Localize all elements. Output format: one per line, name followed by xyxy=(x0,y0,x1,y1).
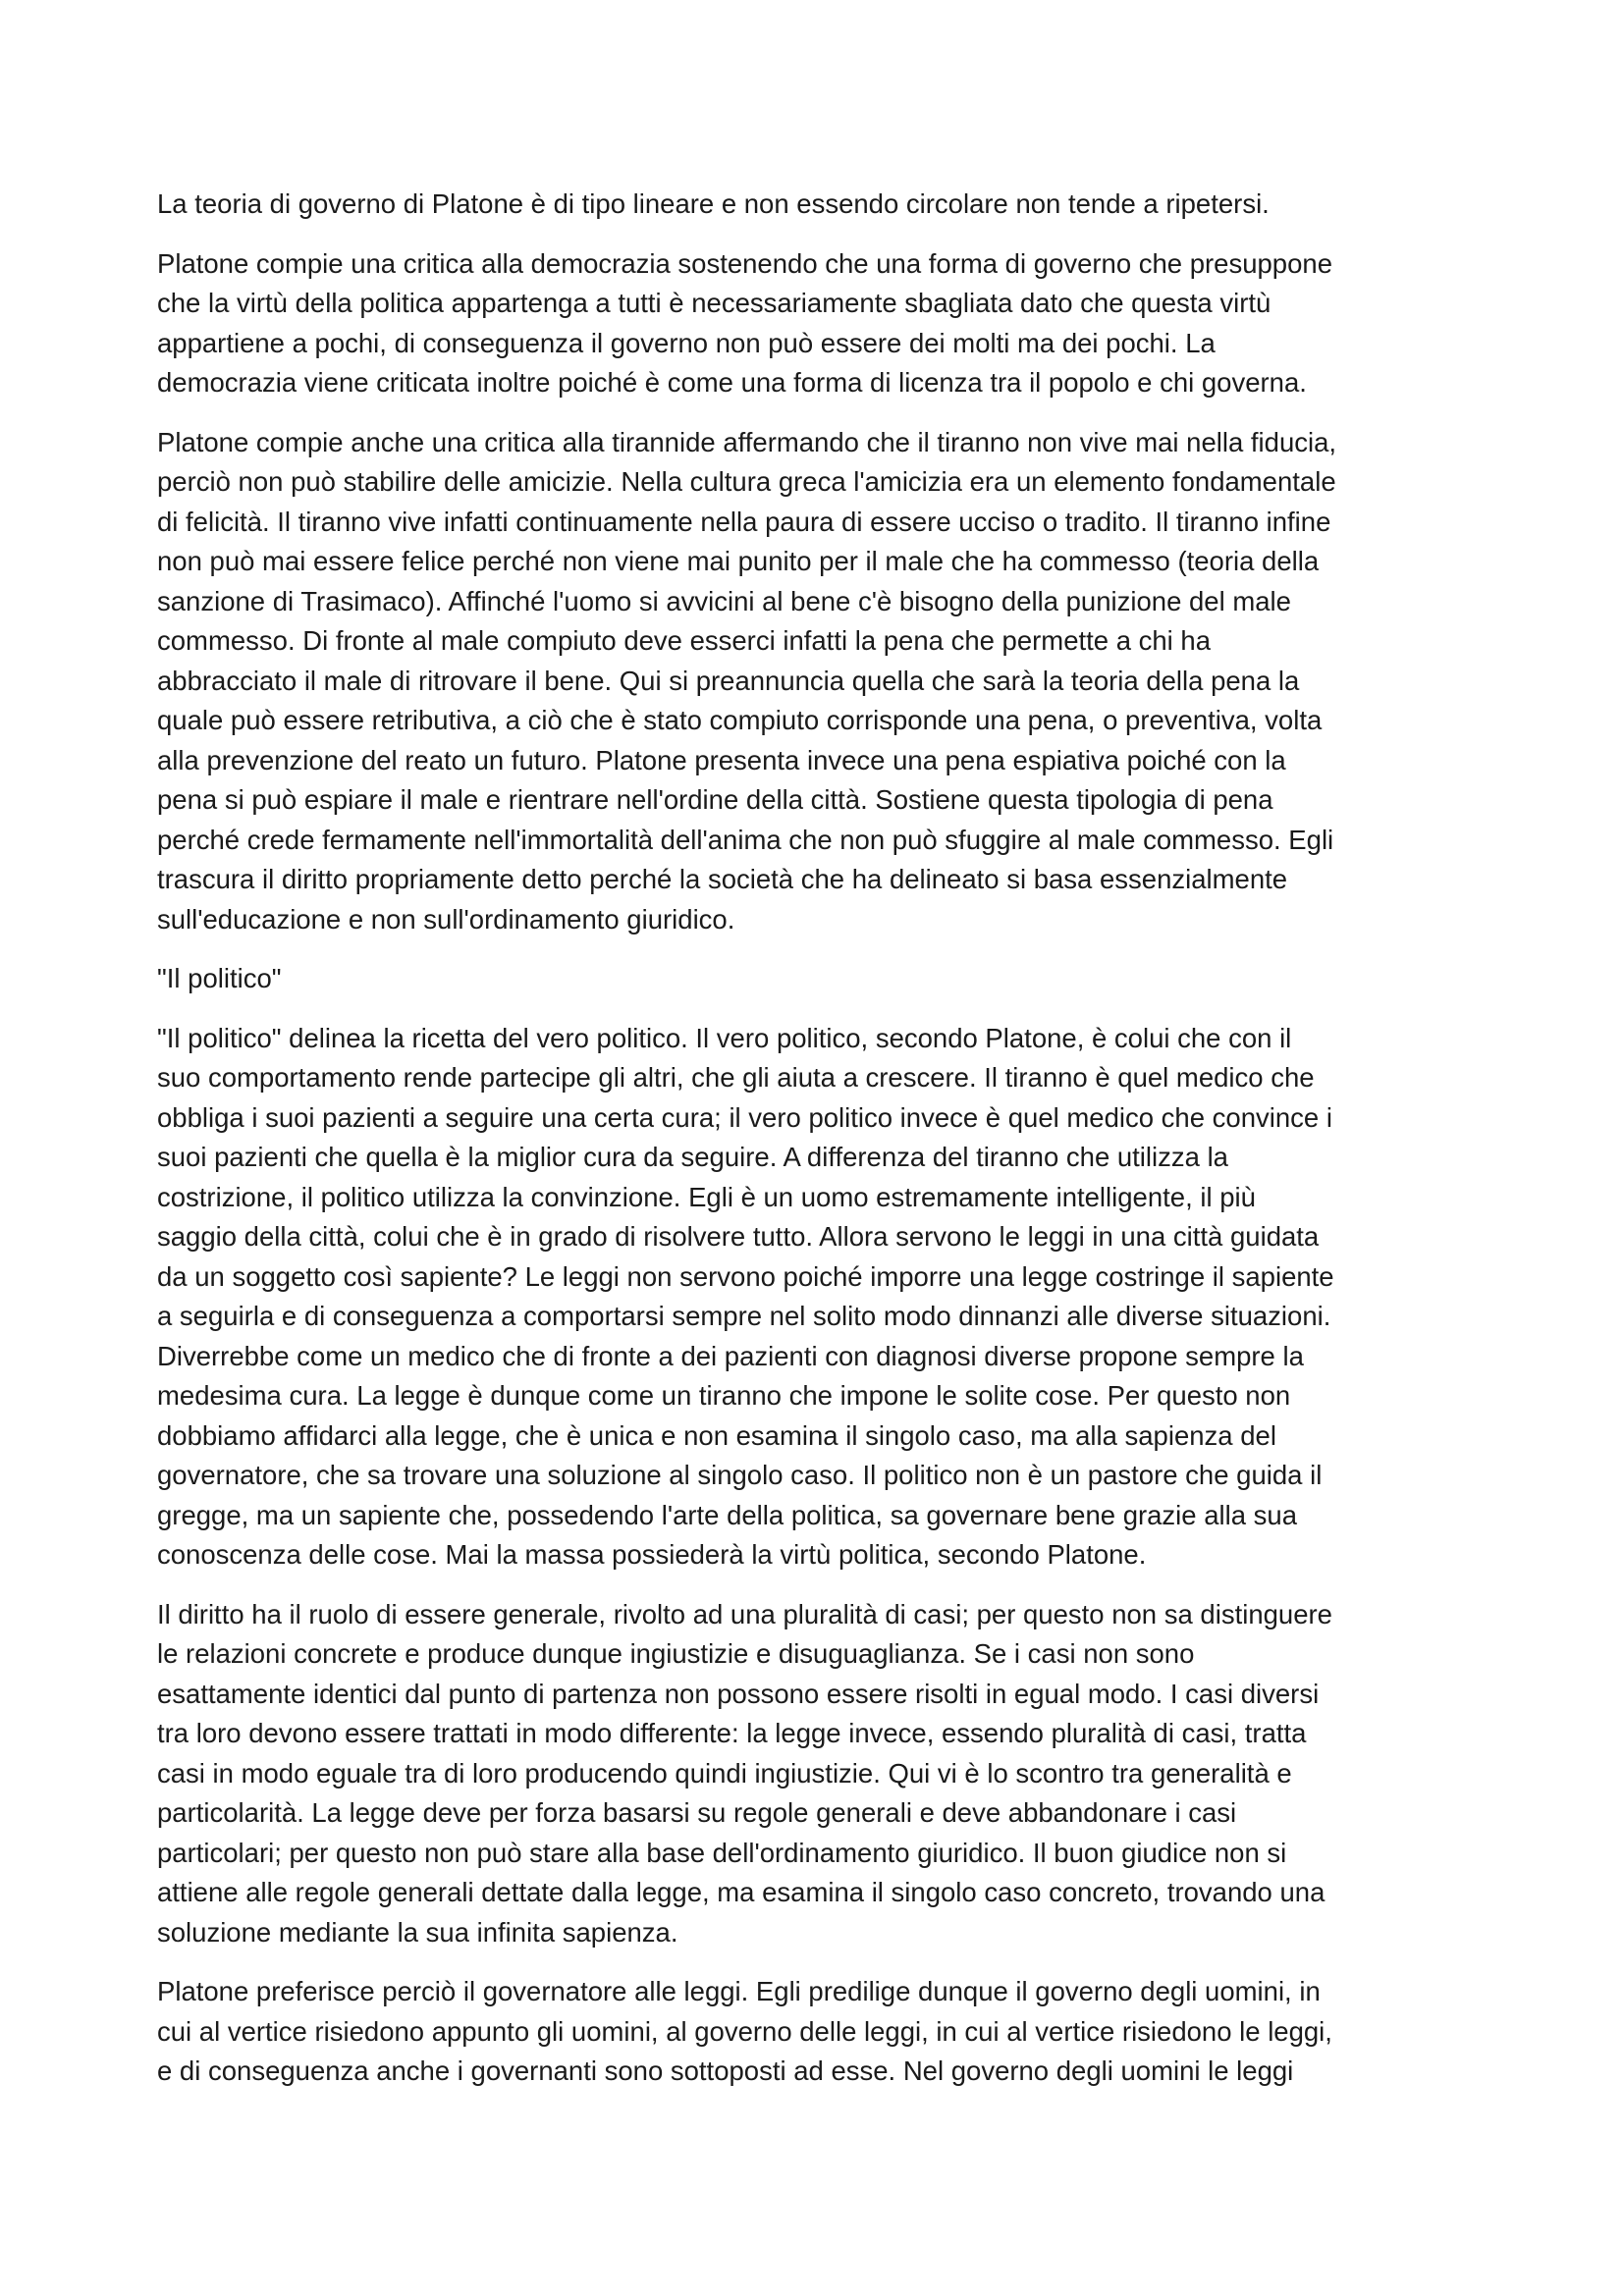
paragraph-democrazia: Platone compie una critica alla democrazia sostenendo che una forma di governo che presuppone che la virtù della politica appartenga a tutti è necessariamente sbagliata dato che questa virtù appartiene a pochi, di conseguenza il governo non può essere dei molti ma dei pochi. La democrazia viene criticata inoltre poiché è come una forma di licenza tra il popolo e chi governa. xyxy=(157,247,1332,398)
paragraph-governatore: Platone preferisce perciò il governatore alle leggi. Egli predilige dunque il governo degli uomini, in cui al vertice risiedono appunto gli uomini, al governo delle leggi, in cui al vertice risiedono le leggi, e di conseguenza anche i governanti sono sottoposti ad esse. Nel governo degli uomini le leggi xyxy=(157,1976,1332,2086)
paragraph-il-politico: "Il politico" delinea la ricetta del vero politico. Il vero politico, secondo Platone, è colui che con il suo comportamento rende partecipe gli altri, che gli aiuta a crescere. Il tiranno è quel medico che obbliga i suoi pazienti a seguire una certa cura; il vero politico invece è quel medico che convince i suoi pazienti che quella è la miglior cura da seguire. A differenza del tiranno che utilizza la costrizione, il politico utilizza la convinzione. Egli è un uomo estremamente intelligente, il più saggio della città, colui che è in grado di risolvere tutto. Allora servono le leggi in una città guidata da un soggetto così sapiente? Le leggi non servono poiché imporre una legge costringe il sapiente a seguirla e di conseguenza a comportarsi sempre nel solito modo dinnanzi alle diverse situazioni. Diverrebbe come un medico che di fronte a dei pazienti con diagnosi diverse propone sempre la medesima cura. La legge è dunque come un tiranno che impone le solite cose. Per questo non dobbiamo affidarci alla legge, che è unica e non esamina il singolo caso, ma alla sapienza del governatore, che sa trovare una soluzione al singolo caso. Il politico non è un pastore che guida il gregge, ma un sapiente che, possedendo l'arte della politica, sa governare bene grazie alla sua conoscenza delle cose. Mai la massa possiederà la virtù politica, secondo Platone. xyxy=(157,1022,1334,1570)
document-page xyxy=(157,185,1478,2111)
paragraph-diritto: Il diritto ha il ruolo di essere generale, rivolto ad una pluralità di casi; per questo non sa distinguere le relazioni concrete e produce dunque ingiustizie e disuguaglianza. Se i casi non sono esattamente identici dal punto di partenza non possono essere risolti in egual modo. I casi diversi tra loro devono essere trattati in modo differente: la legge invece, essendo pluralità di casi, tratta casi in modo eguale tra di loro producendo quindi ingiustizie. Qui vi è lo scontro tra generalità e particolarità. La legge deve per forza basarsi su regole generali e deve abbandonare i casi particolari; per questo non può stare alla base dell'ordinamento giuridico. Il buon giudice non si attiene alle regole generali dettate dalla legge, ma esamina il singolo caso concreto, trovando una soluzione mediante la sua infinita sapienza. xyxy=(157,1598,1332,1948)
section-heading-il-politico: "Il politico" xyxy=(157,963,282,993)
paragraph-intro: La teoria di governo di Platone è di tipo lineare e non essendo circolare non tende a ripetersi. xyxy=(157,188,1270,219)
paragraph-tirannide: Platone compie anche una critica alla tirannide affermando che il tiranno non vive mai nella fiducia, perciò non può stabilire delle amicizie. Nella cultura greca l'amicizia era un elemento fondamentale di felicità. Il tiranno vive infatti continuamente nella paura di essere ucciso o tradito. Il tiranno infine non può mai essere felice perché non viene mai punito per il male che ha commesso (teoria della sanzione di Trasimaco). Affinché l'uomo si avvicini al bene c'è bisogno della punizione del male commesso. Di fronte al male compiuto deve esserci infatti la pena che permette a chi ha abbracciato il male di ritrovare il bene. Qui si preannuncia quella che sarà la teoria della pena la quale può essere retributiva, a ciò che è stato compiuto corrisponde una pena, o preventiva, volta alla prevenzione del reato un futuro. Platone presenta invece una pena espiativa poiché con la pena si può espiare il male e rientrare nell'ordine della città. Sostiene questa tipologia di pena perché crede fermamente nell'immortalità dell'anima che non può sfuggire al male commesso. Egli trascura il diritto propriamente detto perché la società che ha delineato si basa essenzialmente sull'educazione e non sull'ordinamento giuridico. xyxy=(157,426,1337,934)
